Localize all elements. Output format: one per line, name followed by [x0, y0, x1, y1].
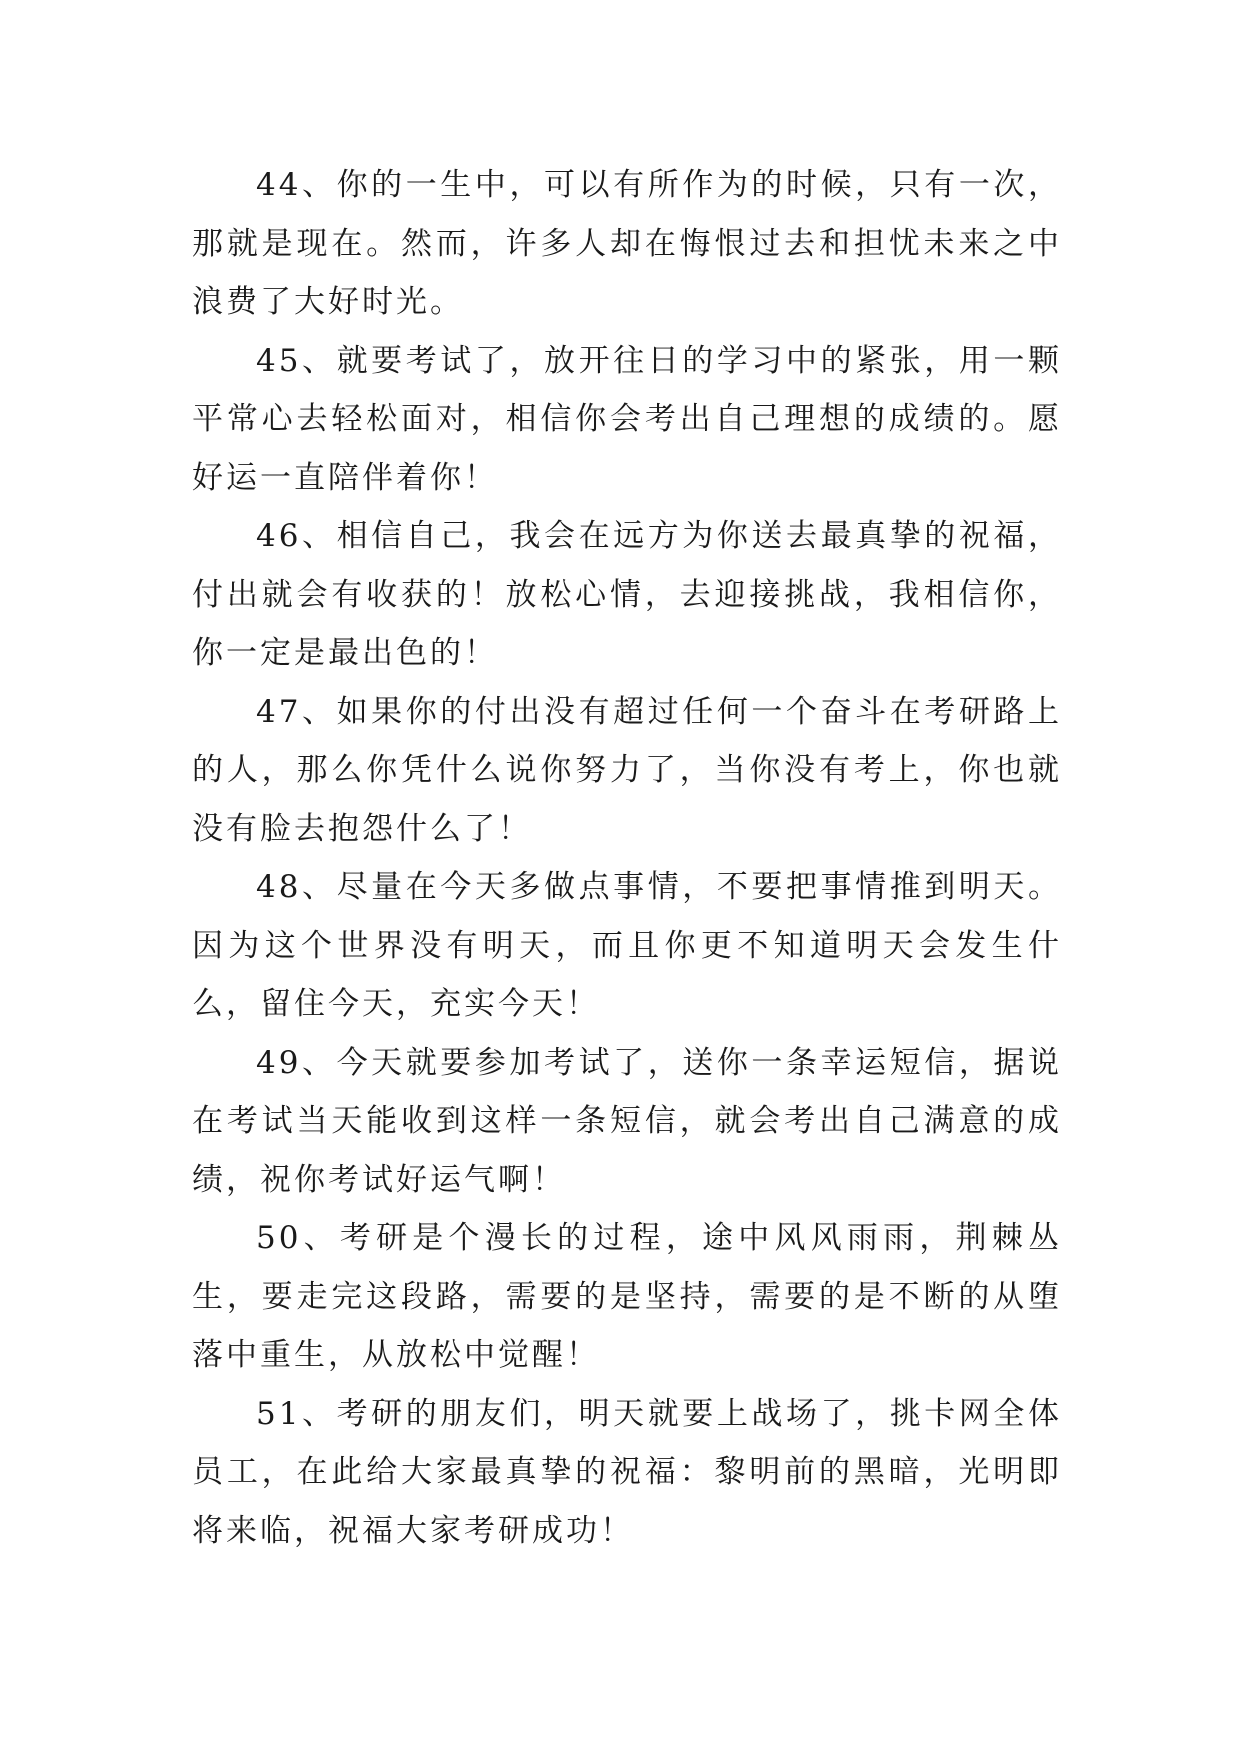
- paragraph-50: 50、考研是个漫长的过程，途中风风雨雨，荆棘丛生，要走完这段路，需要的是坚持，需要的是不断的从堕落中重生，从放松中觉醒！: [192, 1220, 1062, 1373]
- paragraph-45: 45、就要考试了，放开往日的学习中的紧张，用一颗平常心去轻松面对，相信你会考出自己理想的成绩的。愿好运一直陪伴着你！: [192, 342, 1062, 496]
- paragraph-44: 44、你的一生中，可以有所作为的时候，只有一次，那就是现在。然而，许多人却在悔恨过去和担忧未来之中浪费了大好时光。: [192, 167, 1062, 320]
- document-body: [192, 156, 1062, 1560]
- paragraph-48: 48、尽量在今天多做点事情，不要把事情推到明天。因为这个世界没有明天，而且你更不知道明天会发生什么，留住今天，充实今天！: [192, 869, 1062, 1022]
- paragraph-47: 47、如果你的付出没有超过任何一个奋斗在考研路上的人，那么你凭什么说你努力了，当你没有考上，你也就没有脸去抱怨什么了！: [192, 693, 1062, 847]
- paragraph-51: 51、考研的朋友们，明天就要上战场了，挑卡网全体员工，在此给大家最真挚的祝福：黎明前的黑暗，光明即将来临，祝福大家考研成功！: [192, 1395, 1062, 1549]
- paragraph-46: 46、相信自己，我会在远方为你送去最真挚的祝福，付出就会有收获的！放松心情，去迎接挑战，我相信你，你一定是最出色的！: [192, 518, 1062, 671]
- paragraph-49: 49、今天就要参加考试了，送你一条幸运短信，据说在考试当天能收到这样一条短信，就会考出自己满意的成绩，祝你考试好运气啊！: [192, 1044, 1062, 1198]
